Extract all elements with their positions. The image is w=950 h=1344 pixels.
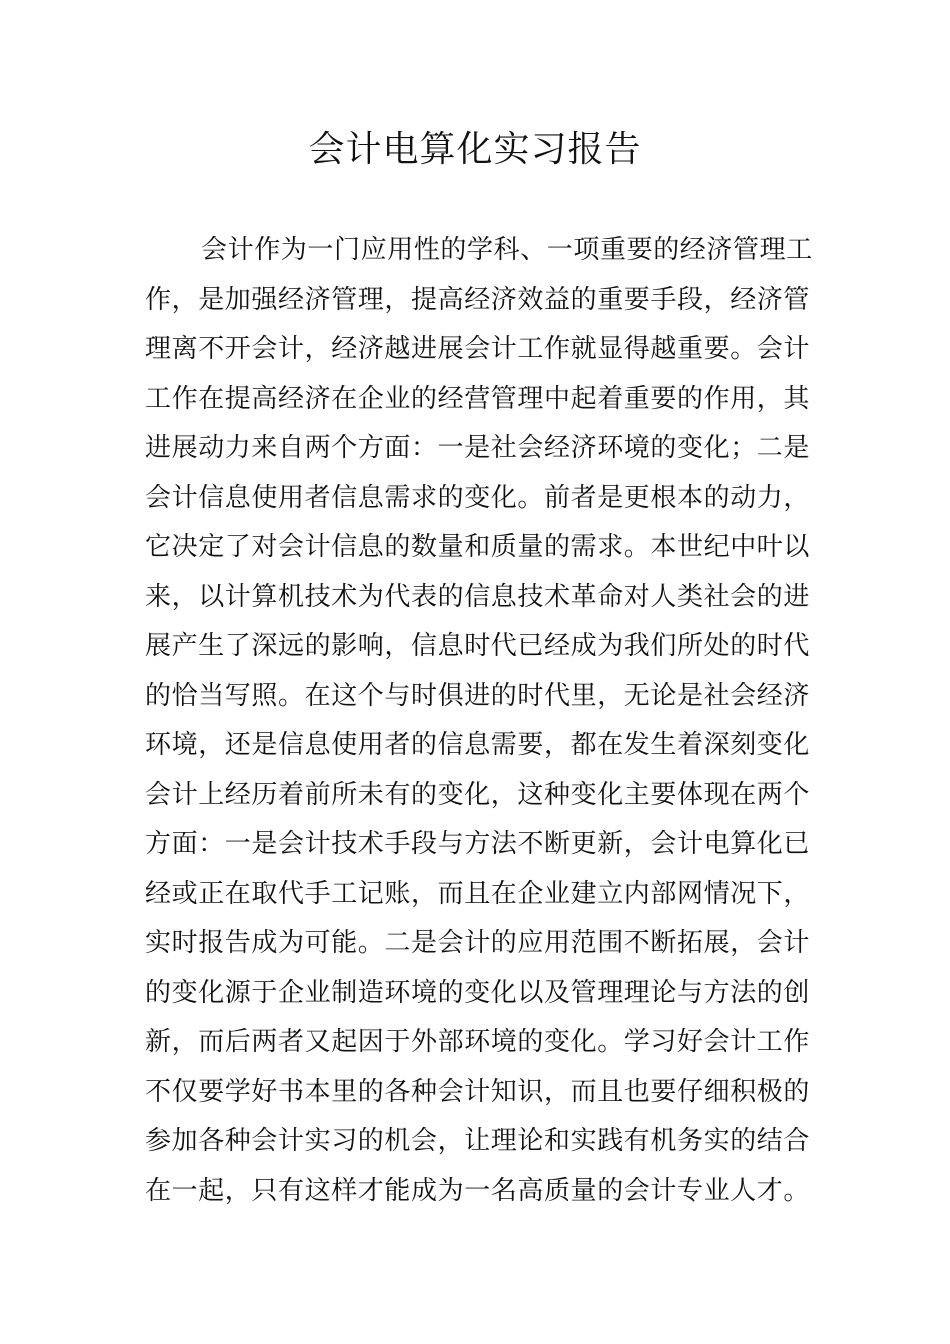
body-line: 会计信息使用者信息需求的变化。前者是更根本的动力， [145,482,811,513]
body-line: 展产生了深远的影响，信息时代已经成为我们所处的时代 [145,631,811,661]
body-line: 在一起，只有这样才能成为一名高质量的会计专业人才。 [145,1175,811,1206]
body-line: 来，以计算机技术为代表的信息技术革命对人类社会的进 [145,581,811,612]
body-line: 方面：一是会计技术手段与方法不断更新，会计电算化已 [145,829,811,859]
document-body [145,226,815,1216]
body-line: 实时报告成为可能。二是会计的应用范围不断拓展，会计 [145,928,811,958]
body-line: 会计作为一门应用性的学科、一项重要的经济管理工 [201,235,813,265]
body-line: 会计上经历着前所未有的变化，这种变化主要体现在两个 [145,779,811,810]
body-line: 它决定了对会计信息的数量和质量的需求。本世纪中叶以 [145,532,811,562]
body-line: 经或正在取代手工记账，而且在企业建立内部网情况下， [145,878,811,909]
body-line: 进展动力来自两个方面：一是社会经济环境的变化；二是 [145,433,811,463]
body-line: 参加各种会计实习的机会，让理论和实践有机务实的结合 [145,1126,811,1156]
body-line: 的恰当写照。在这个与时俱进的时代里，无论是社会经济 [145,680,811,711]
body-line: 环境，还是信息使用者的信息需要，都在发生着深刻变化 [145,730,811,760]
body-line: 作，是加强经济管理，提高经济效益的重要手段，经济管 [145,284,811,315]
body-line: 不仅要学好书本里的各种会计知识，而且也要仔细积极的 [145,1076,811,1107]
body-line: 工作在提高经济在企业的经营管理中起着重要的作用，其 [145,383,811,414]
body-line: 理离不开会计，经济越进展会计工作就显得越重要。会计 [145,334,811,364]
document-title: 会计电算化实习报告 [308,129,642,170]
body-line: 的变化源于企业制造环境的变化以及管理理论与方法的创 [145,977,811,1008]
body-line: 新，而后两者又起因于外部环境的变化。学习好会计工作 [145,1027,811,1057]
